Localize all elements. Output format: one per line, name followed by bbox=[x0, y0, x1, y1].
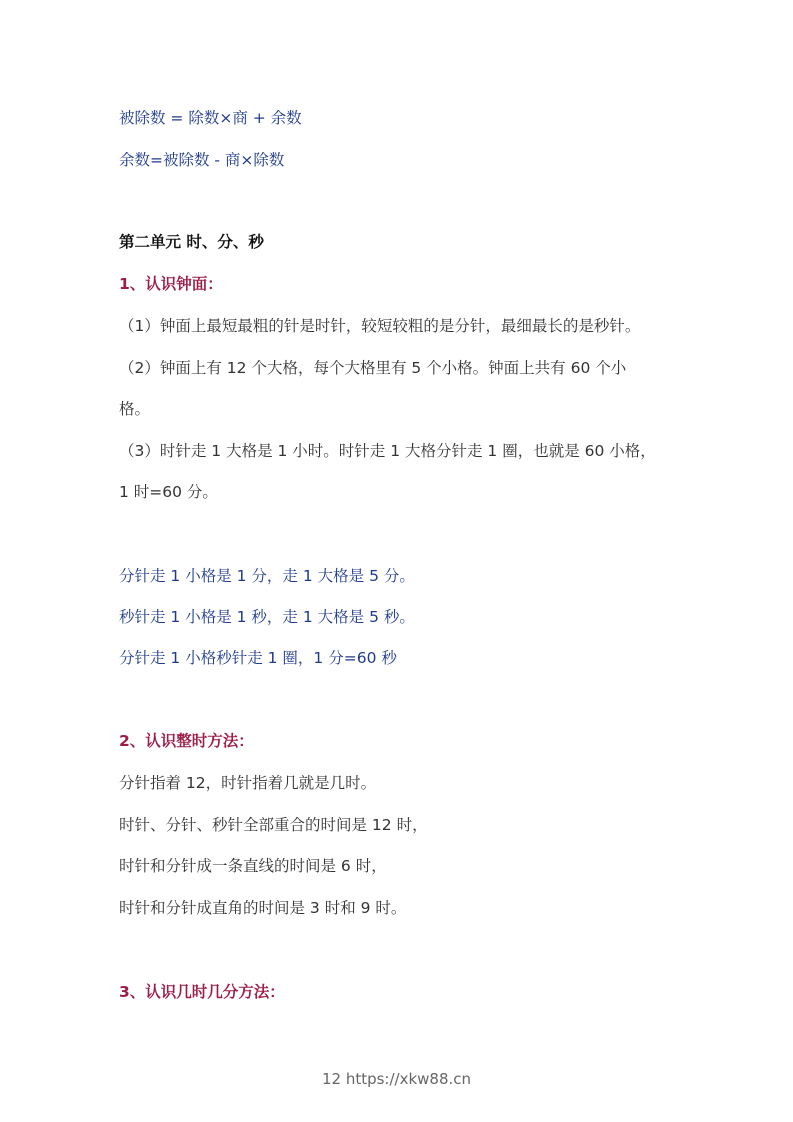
formula-dividend: 被除数 = 除数×商 + 余数 bbox=[119, 109, 302, 127]
unit-title: 第二单元 时、分、秒 bbox=[119, 233, 264, 251]
section2-line: 时针、分针、秒针全部重合的时间是 12 时， bbox=[119, 816, 428, 834]
formula-remainder: 余数=被除数 - 商×除数 bbox=[119, 151, 285, 169]
section2-line: 时针和分针成直角的时间是 3 时和 9 时。 bbox=[119, 899, 407, 917]
section1-note: 分针走 1 小格是 1 分，走 1 大格是 5 分。 bbox=[119, 567, 415, 585]
section2-line: 分针指着 12，时针指着几就是几时。 bbox=[119, 774, 377, 792]
section1-title: 1、认识钟面： bbox=[119, 275, 223, 293]
section1-line: 格。 bbox=[119, 400, 151, 418]
section2-line: 时针和分针成一条直线的时间是 6 时， bbox=[119, 857, 387, 875]
section3-title: 3、认识几时几分方法： bbox=[119, 983, 285, 1001]
section2-title: 2、认识整时方法： bbox=[119, 732, 254, 750]
section1-line: 1 时=60 分。 bbox=[119, 483, 218, 501]
section1-note: 秒针走 1 小格是 1 秒，走 1 大格是 5 秒。 bbox=[119, 608, 415, 626]
page-footer: 12 https://xkw88.cn bbox=[321, 1070, 472, 1088]
section1-line: （1）钟面上最短最粗的针是时针，较短较粗的是分针，最细最长的是秒针。 bbox=[119, 317, 641, 335]
section1-line: （2）钟面上有 12 个大格，每个大格里有 5 个小格。钟面上共有 60 个小 bbox=[119, 359, 627, 377]
section1-line: （3）时针走 1 大格是 1 小时。时针走 1 大格分针走 1 圈，也就是 60 小格， bbox=[119, 442, 656, 460]
section1-note: 分针走 1 小格秒针走 1 圈，1 分=60 秒 bbox=[119, 649, 397, 667]
